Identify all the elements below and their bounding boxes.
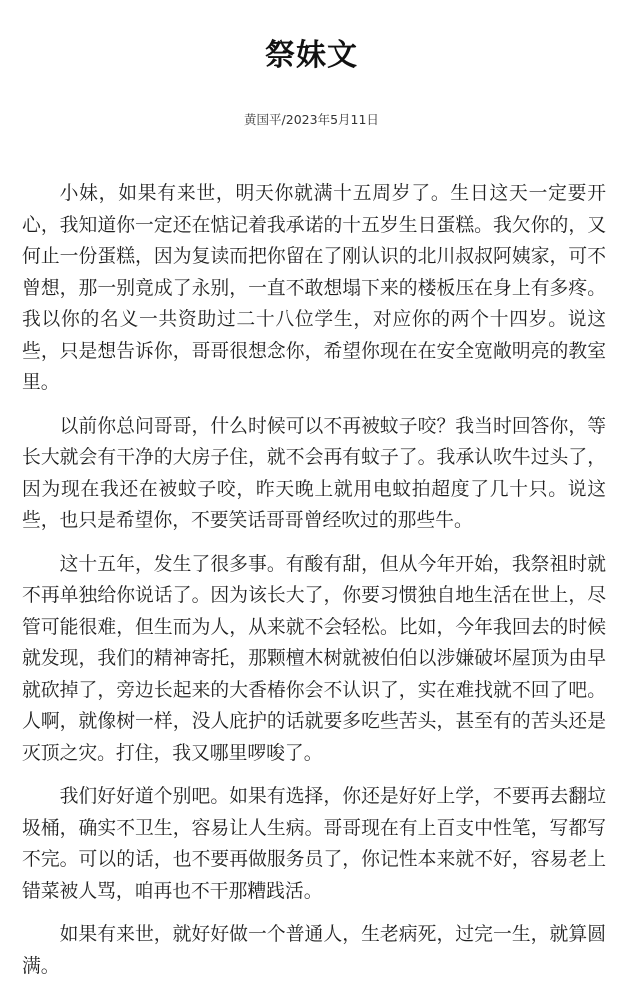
article-paragraph-1: 小妹，如果有来世，明天你就满十五周岁了。生日这天一定要开心，我知道你一定还在惦记着我承诺的十五岁生日蛋糕。我欠你的，又何止一份蛋糕，因为复读而把你留在了刚认识的北川叔叔阿姨家，可不曾想，那一别竟成了永别，一直不敢想塌下来的楼板压在身上有多疼。我以你的名义一共资助过二十八位学生，对应你的两个十四岁。说这些，只是想告诉你，哥哥很想念你，希望你现在在安全宽敞明亮的教室里。: [22, 183, 606, 393]
article-paragraph-3: 这十五年，发生了很多事。有酸有甜，但从今年开始，我祭祖时就不再单独给你说话了。因为该长大了，你要习惯独自地生活在世上，尽管可能很难，但生而为人，从来就不会轻松。比如，今年我回去的时候就发现，我们的精神寄托，那颗檀木树就被伯伯以涉嫌破坏屋顶为由早就砍掉了，旁边长起来的大香椿你会不认识了，实在难找就不回了吧。人啊，就像树一样，没人庇护的话就要多吃些苦头，甚至有的苦头还是灭顶之灾。打住，我又哪里啰唆了。: [22, 553, 606, 764]
article-title: 祭妹文: [265, 38, 358, 74]
article-paragraph-5: 如果有来世，就好好做一个普通人，生老病死，过完一生，就算圆满。: [22, 924, 606, 977]
article-paragraph-4: 我们好好道个别吧。如果有选择，你还是好好上学，不要再去翻垃圾桶，确实不卫生，容易让人生病。哥哥现在有上百支中性笔，写都写不完。可以的话，也不要再做服务员了，你记性本来就不好，容易老上错菜被人骂，咱再也不干那糟践活。: [22, 786, 606, 902]
article-byline: 黄国平/2023年5月11日: [244, 112, 379, 127]
article-body: [22, 178, 606, 994]
article-paragraph-2: 以前你总问哥哥，什么时候可以不再被蚊子咬？我当时回答你，等长大就会有干净的大房子住，就不会再有蚊子了。我承认吹牛过头了，因为现在我还在被蚊子咬，昨天晚上就用电蚊拍超度了几十只。说这些，也只是希望你，不要笑话哥哥曾经吹过的那些牛。: [22, 415, 606, 531]
